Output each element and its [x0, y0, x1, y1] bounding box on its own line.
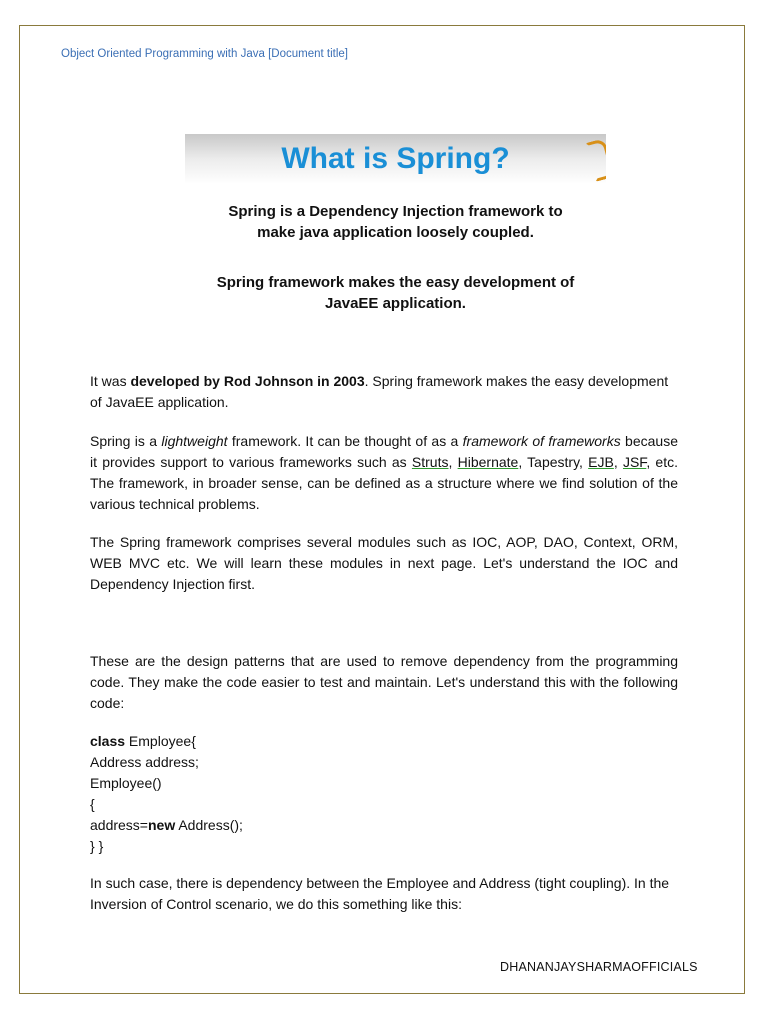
code-keyword-new: new	[147, 817, 176, 833]
struts-link[interactable]: Struts	[411, 454, 449, 470]
code-text: Employee{	[125, 733, 196, 749]
paragraph-tight-coupling: In such case, there is dependency between the Employee and Address (tight coupling). In the Inversion of Control scenario, we do this something like this:	[90, 875, 670, 912]
code-text: address=	[90, 817, 148, 833]
para2-comma: ,	[613, 454, 623, 470]
code-line-4: {	[90, 796, 95, 812]
code-line-5	[90, 815, 678, 836]
para2-text: because it provides support to various frameworks such as	[90, 433, 678, 470]
code-keyword-class: class	[90, 733, 126, 749]
code-line-3: Employee()	[90, 775, 162, 791]
code-line-6: } }	[90, 838, 104, 854]
ejb-link[interactable]: EJB	[588, 454, 614, 470]
para2-italic-frameworks: framework of frameworks	[462, 433, 621, 449]
paragraph-history	[90, 371, 678, 413]
banner-line-3: Spring framework makes the easy development of	[216, 274, 575, 291]
para2-text: Spring is a	[90, 433, 162, 449]
code-line-1	[90, 731, 678, 752]
para2-comma: ,	[448, 454, 458, 470]
para1-text-end: . Spring framework makes the easy development of JavaEE application.	[90, 373, 669, 410]
para1-text: It was	[90, 373, 131, 389]
footer-author: DHANANJAYSHARMAOFFICIALS	[500, 960, 698, 974]
para2-text: , etc. The framework, in broader sense, can be defined as a structure where we find solution of the various technical problems.	[90, 454, 678, 512]
what-is-spring-banner	[185, 134, 606, 324]
paragraph-design-patterns: These are the design patterns that are used to remove dependency from the programming code. They make the code easier to test and maintain. Let's understand this with the following code:	[90, 653, 678, 711]
code-line-2: Address address;	[90, 754, 199, 770]
para1-bold: developed by Rod Johnson in 2003	[130, 373, 365, 389]
para2-italic-lightweight: lightweight	[161, 433, 228, 449]
banner-title: What is Spring?	[281, 142, 510, 175]
para2-text: framework. It can be thought of as a	[227, 433, 463, 449]
banner-line-1: Spring is a Dependency Injection framework to	[228, 203, 563, 220]
hibernate-link[interactable]: Hibernate	[457, 454, 519, 470]
banner-line-2: make java application loosely coupled.	[257, 224, 534, 241]
jsf-link[interactable]: JSF	[622, 454, 647, 470]
paragraph-lightweight	[90, 431, 678, 515]
document-header-title: Object Oriented Programming with Java [Document title]	[61, 48, 348, 60]
code-block	[90, 731, 678, 857]
code-text: Address();	[175, 817, 243, 833]
paragraph-modules: The Spring framework comprises several modules such as IOC, AOP, DAO, Context, ORM, WEB MVC etc. We will learn these modules in next page. Let's understand the IOC and Dependency Injection first.	[90, 534, 678, 592]
banner-line-4: JavaEE application.	[325, 295, 466, 312]
para2-text: , Tapestry,	[518, 454, 589, 470]
